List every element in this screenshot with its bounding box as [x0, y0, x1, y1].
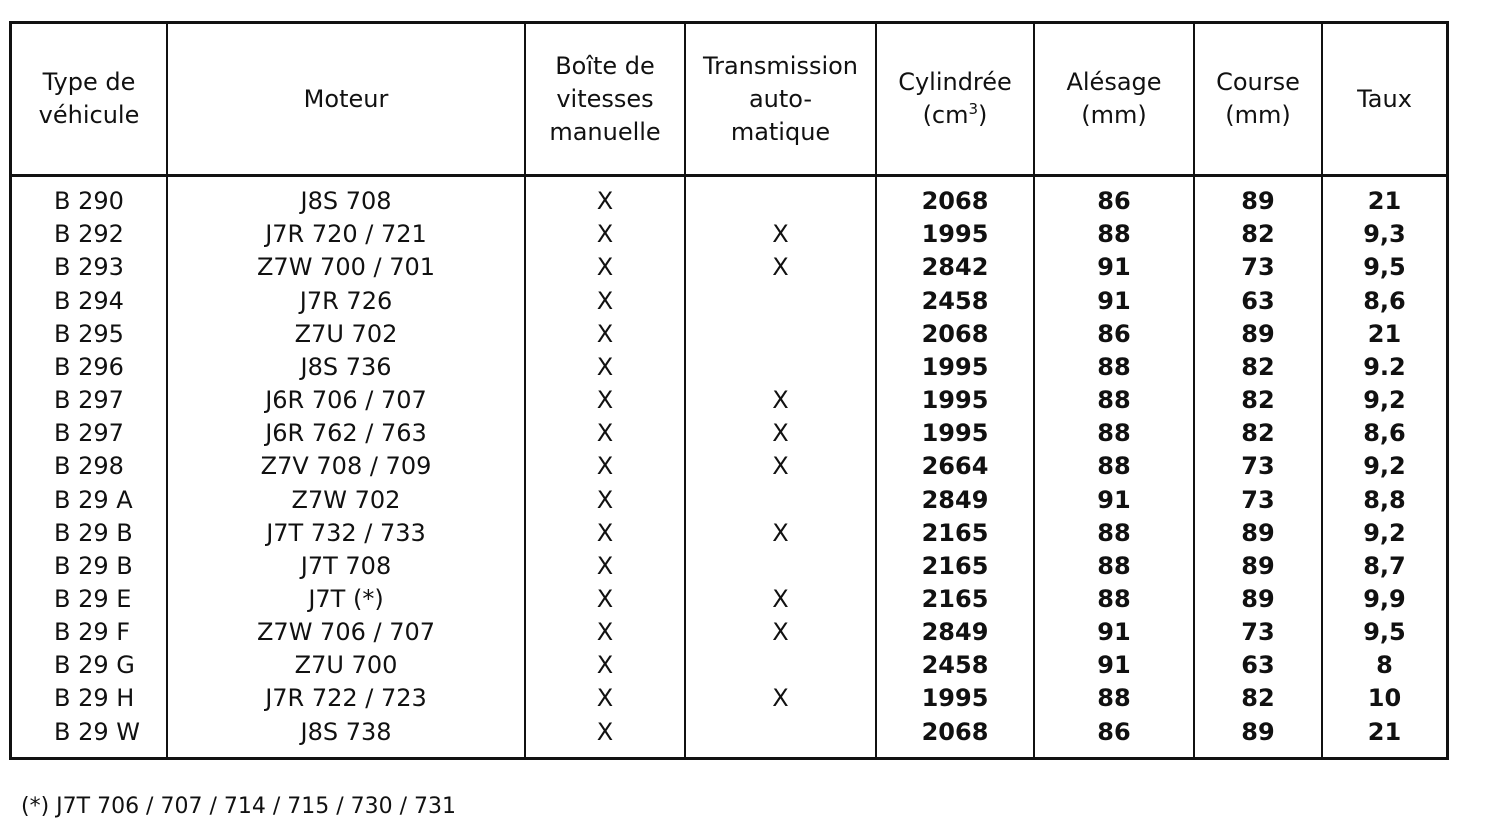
- table-row: [12, 550, 1446, 583]
- cell-ratio: 9,9: [1363, 585, 1406, 614]
- cell-vehicle-type: B 297: [12, 384, 167, 417]
- cell-vehicle-type: B 29 G: [12, 649, 167, 682]
- table-row: [12, 251, 1446, 284]
- cell-ratio: 8: [1376, 651, 1393, 680]
- cell-bore: 86: [1034, 318, 1194, 351]
- cell-automatic-transmission: [685, 716, 876, 757]
- cell-stroke: 89: [1194, 716, 1322, 757]
- cell-displacement: 2165: [876, 583, 1034, 616]
- cell-stroke: 89: [1194, 583, 1322, 616]
- cell-ratio: 8,6: [1363, 419, 1406, 448]
- cell-manual-gearbox: X: [525, 351, 685, 384]
- cell-bore: 91: [1034, 616, 1194, 649]
- cell-engine: Z7U 700: [167, 649, 525, 682]
- table-row: [12, 483, 1446, 516]
- cell-automatic-transmission: [685, 285, 876, 318]
- cell-manual-gearbox: X: [525, 176, 685, 219]
- cell-automatic-transmission: [685, 550, 876, 583]
- table-row: [12, 450, 1446, 483]
- cell-bore: 88: [1034, 550, 1194, 583]
- header-manual-gearbox: Boîte de vitesses manuelle: [525, 24, 685, 176]
- header-stroke: Course (mm): [1194, 24, 1322, 176]
- cell-bore: 86: [1034, 176, 1194, 219]
- cell-manual-gearbox: X: [525, 550, 685, 583]
- cell-displacement: 2664: [876, 450, 1034, 483]
- cell-bore: 91: [1034, 251, 1194, 284]
- cell-vehicle-type: B 29 E: [12, 583, 167, 616]
- cell-ratio: 8,7: [1363, 551, 1406, 580]
- table-row: [12, 583, 1446, 616]
- cell-automatic-transmission: [685, 649, 876, 682]
- cell-stroke: 82: [1194, 384, 1322, 417]
- table-row: [12, 682, 1446, 715]
- cell-engine: Z7W 702: [167, 483, 525, 516]
- cell-stroke: 82: [1194, 682, 1322, 715]
- header-displacement-close: ): [978, 101, 988, 129]
- cell-bore: 86: [1034, 716, 1194, 757]
- cell-displacement: 2842: [876, 251, 1034, 284]
- cell-vehicle-type: B 29 F: [12, 616, 167, 649]
- cell-manual-gearbox: X: [525, 318, 685, 351]
- cell-automatic-transmission: [685, 351, 876, 384]
- cell-stroke: 82: [1194, 218, 1322, 251]
- table-row: [12, 318, 1446, 351]
- table-row: [12, 285, 1446, 318]
- cell-engine: J8S 708: [167, 176, 525, 219]
- cell-displacement: 2458: [876, 285, 1034, 318]
- cell-displacement: 2068: [876, 318, 1034, 351]
- cell-stroke: 73: [1194, 483, 1322, 516]
- table-body: [12, 176, 1446, 758]
- cell-manual-gearbox: X: [525, 616, 685, 649]
- cell-engine: J7T 732 / 733: [167, 517, 525, 550]
- cell-manual-gearbox: X: [525, 285, 685, 318]
- cell-ratio: 9,5: [1363, 253, 1406, 282]
- cell-stroke: 89: [1194, 176, 1322, 219]
- cell-automatic-transmission: [685, 176, 876, 219]
- cell-ratio: 21: [1367, 187, 1402, 216]
- cell-ratio: 10: [1367, 684, 1402, 713]
- cell-stroke: 89: [1194, 318, 1322, 351]
- cell-automatic-transmission: X: [685, 682, 876, 715]
- cell-vehicle-type: B 29 W: [12, 716, 167, 757]
- cell-manual-gearbox: X: [525, 649, 685, 682]
- cell-bore: 88: [1034, 682, 1194, 715]
- cell-vehicle-type: B 292: [12, 218, 167, 251]
- header-automatic-transmission: Transmission auto- matique: [685, 24, 876, 176]
- cell-automatic-transmission: X: [685, 218, 876, 251]
- cell-ratio: 9,3: [1363, 220, 1406, 249]
- header-ratio: Taux: [1322, 24, 1446, 176]
- cell-manual-gearbox: X: [525, 417, 685, 450]
- footnote: (*) J7T 706 / 707 / 714 / 715 / 730 / 731: [21, 794, 457, 819]
- cell-displacement: 1995: [876, 384, 1034, 417]
- header-bore: Alésage (mm): [1034, 24, 1194, 176]
- cell-engine: Z7W 706 / 707: [167, 616, 525, 649]
- table-row: [12, 716, 1446, 757]
- cell-stroke: 89: [1194, 550, 1322, 583]
- cell-stroke: 82: [1194, 351, 1322, 384]
- cell-engine: J6R 706 / 707: [167, 384, 525, 417]
- cell-displacement: 2068: [876, 176, 1034, 219]
- cell-engine: J8S 738: [167, 716, 525, 757]
- table-row: [12, 649, 1446, 682]
- cell-vehicle-type: B 29 B: [12, 550, 167, 583]
- cell-bore: 88: [1034, 384, 1194, 417]
- table-row: [12, 351, 1446, 384]
- cell-engine: Z7U 702: [167, 318, 525, 351]
- cell-bore: 88: [1034, 417, 1194, 450]
- cell-engine: J6R 762 / 763: [167, 417, 525, 450]
- cell-ratio: 9,2: [1363, 386, 1406, 415]
- cell-displacement: 1995: [876, 218, 1034, 251]
- cell-displacement: 1995: [876, 351, 1034, 384]
- table-row: [12, 176, 1446, 219]
- cell-vehicle-type: B 296: [12, 351, 167, 384]
- cell-manual-gearbox: X: [525, 682, 685, 715]
- cell-bore: 91: [1034, 483, 1194, 516]
- table-row: [12, 517, 1446, 550]
- engine-spec-table: [12, 24, 1446, 757]
- cell-engine: J7T 708: [167, 550, 525, 583]
- cell-displacement: 2165: [876, 517, 1034, 550]
- cell-stroke: 73: [1194, 616, 1322, 649]
- cell-automatic-transmission: X: [685, 417, 876, 450]
- cell-manual-gearbox: X: [525, 483, 685, 516]
- table-row: [12, 218, 1446, 251]
- cell-ratio: 9.2: [1363, 352, 1406, 381]
- cell-automatic-transmission: X: [685, 517, 876, 550]
- cell-vehicle-type: B 293: [12, 251, 167, 284]
- cell-engine: J7R 722 / 723: [167, 682, 525, 715]
- cell-vehicle-type: B 29 B: [12, 517, 167, 550]
- cell-manual-gearbox: X: [525, 517, 685, 550]
- cell-stroke: 73: [1194, 450, 1322, 483]
- engine-spec-table-frame: [9, 21, 1449, 760]
- cell-manual-gearbox: X: [525, 384, 685, 417]
- header-displacement-exponent: 3: [968, 100, 979, 118]
- cell-bore: 88: [1034, 351, 1194, 384]
- cell-manual-gearbox: X: [525, 218, 685, 251]
- header-displacement: [876, 24, 1034, 176]
- table-header-row: [12, 24, 1446, 176]
- cell-displacement: 2165: [876, 550, 1034, 583]
- cell-manual-gearbox: X: [525, 450, 685, 483]
- cell-engine: Z7W 700 / 701: [167, 251, 525, 284]
- cell-ratio: 9,2: [1363, 452, 1406, 481]
- cell-engine: J7T (*): [167, 583, 525, 616]
- cell-stroke: 63: [1194, 285, 1322, 318]
- cell-displacement: 2849: [876, 483, 1034, 516]
- cell-vehicle-type: B 290: [12, 176, 167, 219]
- cell-engine: Z7V 708 / 709: [167, 450, 525, 483]
- cell-manual-gearbox: X: [525, 251, 685, 284]
- cell-automatic-transmission: X: [685, 384, 876, 417]
- cell-engine: J7R 720 / 721: [167, 218, 525, 251]
- cell-manual-gearbox: X: [525, 583, 685, 616]
- cell-vehicle-type: B 297: [12, 417, 167, 450]
- cell-bore: 88: [1034, 450, 1194, 483]
- cell-manual-gearbox: X: [525, 716, 685, 757]
- cell-stroke: 73: [1194, 251, 1322, 284]
- cell-bore: 88: [1034, 583, 1194, 616]
- cell-stroke: 82: [1194, 417, 1322, 450]
- cell-automatic-transmission: X: [685, 450, 876, 483]
- table-row: [12, 384, 1446, 417]
- cell-automatic-transmission: X: [685, 583, 876, 616]
- cell-automatic-transmission: [685, 483, 876, 516]
- cell-automatic-transmission: [685, 318, 876, 351]
- cell-bore: 91: [1034, 285, 1194, 318]
- cell-engine: J7R 726: [167, 285, 525, 318]
- header-vehicle-type: Type de véhicule: [12, 24, 167, 176]
- header-engine: Moteur: [167, 24, 525, 176]
- cell-automatic-transmission: X: [685, 616, 876, 649]
- cell-vehicle-type: B 295: [12, 318, 167, 351]
- cell-ratio: 8,6: [1363, 286, 1406, 315]
- cell-engine: J8S 736: [167, 351, 525, 384]
- cell-ratio: 9,5: [1363, 618, 1406, 647]
- cell-stroke: 63: [1194, 649, 1322, 682]
- cell-stroke: 89: [1194, 517, 1322, 550]
- cell-ratio: 21: [1367, 319, 1402, 348]
- cell-ratio: 9,2: [1363, 518, 1406, 547]
- header-displacement-label: Cylindrée (cm: [898, 68, 1012, 129]
- cell-displacement: 2458: [876, 649, 1034, 682]
- cell-ratio: 8,8: [1363, 485, 1406, 514]
- cell-bore: 91: [1034, 649, 1194, 682]
- cell-bore: 88: [1034, 517, 1194, 550]
- cell-vehicle-type: B 29 A: [12, 483, 167, 516]
- cell-ratio: 21: [1367, 717, 1402, 746]
- cell-displacement: 1995: [876, 682, 1034, 715]
- table-row: [12, 616, 1446, 649]
- cell-vehicle-type: B 298: [12, 450, 167, 483]
- cell-displacement: 2849: [876, 616, 1034, 649]
- cell-vehicle-type: B 294: [12, 285, 167, 318]
- cell-automatic-transmission: X: [685, 251, 876, 284]
- table-row: [12, 417, 1446, 450]
- cell-bore: 88: [1034, 218, 1194, 251]
- cell-displacement: 2068: [876, 716, 1034, 757]
- cell-displacement: 1995: [876, 417, 1034, 450]
- cell-vehicle-type: B 29 H: [12, 682, 167, 715]
